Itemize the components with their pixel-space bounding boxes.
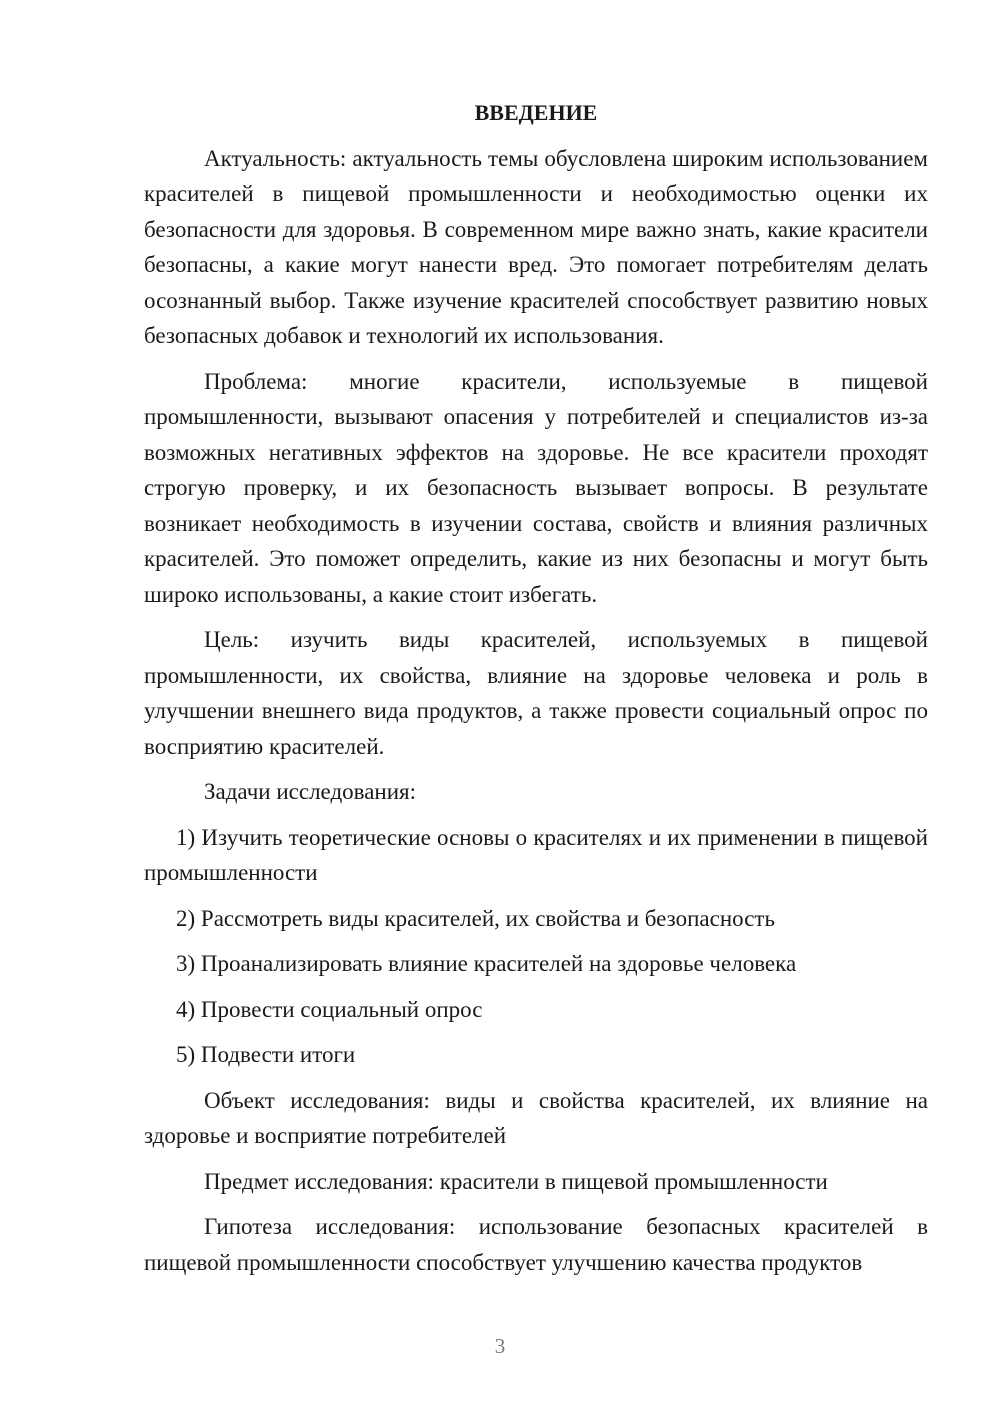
task-item-3: 3) Проанализировать влияние красителей на здоровье человека xyxy=(176,951,797,976)
tasks-heading: Задачи исследования: xyxy=(204,779,417,804)
paragraph-problem: Проблема: многие красители, используемые в пищевой промышленности, вызывают опасения у потребителей и специалистов из-за возможных негативных эффектов на здоровье. Не все красители проходят строгую проверку, и их безопасность вызывает вопросы. В результате возникает необходимость в изучении состава, свойств и влияния различных красителей. Это поможет определить, какие из них безопасны и могут быть широко использованы, а какие стоит избегать. xyxy=(144,368,928,607)
task-item-2: 2) Рассмотреть виды красителей, их свойства и безопасность xyxy=(176,905,775,931)
paragraph-goal: Цель: изучить виды красителей, используемых в пищевой промышленности, их свойства, влияние на здоровье человека и роль в улучшении внешнего вида продуктов, а также провести социальный опрос по восприятию красителей. xyxy=(144,627,928,759)
task-item-1: 1) Изучить теоретические основы о красителях и их применении в пищевой промышленности xyxy=(144,824,928,885)
paragraph-hypothesis: Гипотеза исследования: использование безопасных красителей в пищевой промышленности способствует улучшению качества продуктов xyxy=(144,1214,928,1275)
paragraph-object: Объект исследования: виды и свойства красителей, их влияние на здоровье и восприятие потребителей xyxy=(144,1087,928,1148)
task-item-4: 4) Провести социальный опрос xyxy=(176,996,483,1022)
section-title: ВВЕДЕНИЕ xyxy=(474,100,598,125)
page-content xyxy=(144,95,928,1290)
page-number: 3 xyxy=(494,1334,506,1358)
task-item-5: 5) Подвести итоги xyxy=(176,1042,356,1067)
paragraph-subject: Предмет исследования: красители в пищевой промышленности xyxy=(204,1168,828,1194)
paragraph-relevance: Актуальность: актуальность темы обусловлена широким использованием красителей в пищевой промышленности и необходимостью оценки их безопасности для здоровья. В современном мире важно знать, какие красители безопасны, а какие могут нанести вред. Это помогает потребителям делать осознанный выбор. Также изучение красителей способствует развитию новых безопасных добавок и технологий их использования. xyxy=(144,145,928,348)
